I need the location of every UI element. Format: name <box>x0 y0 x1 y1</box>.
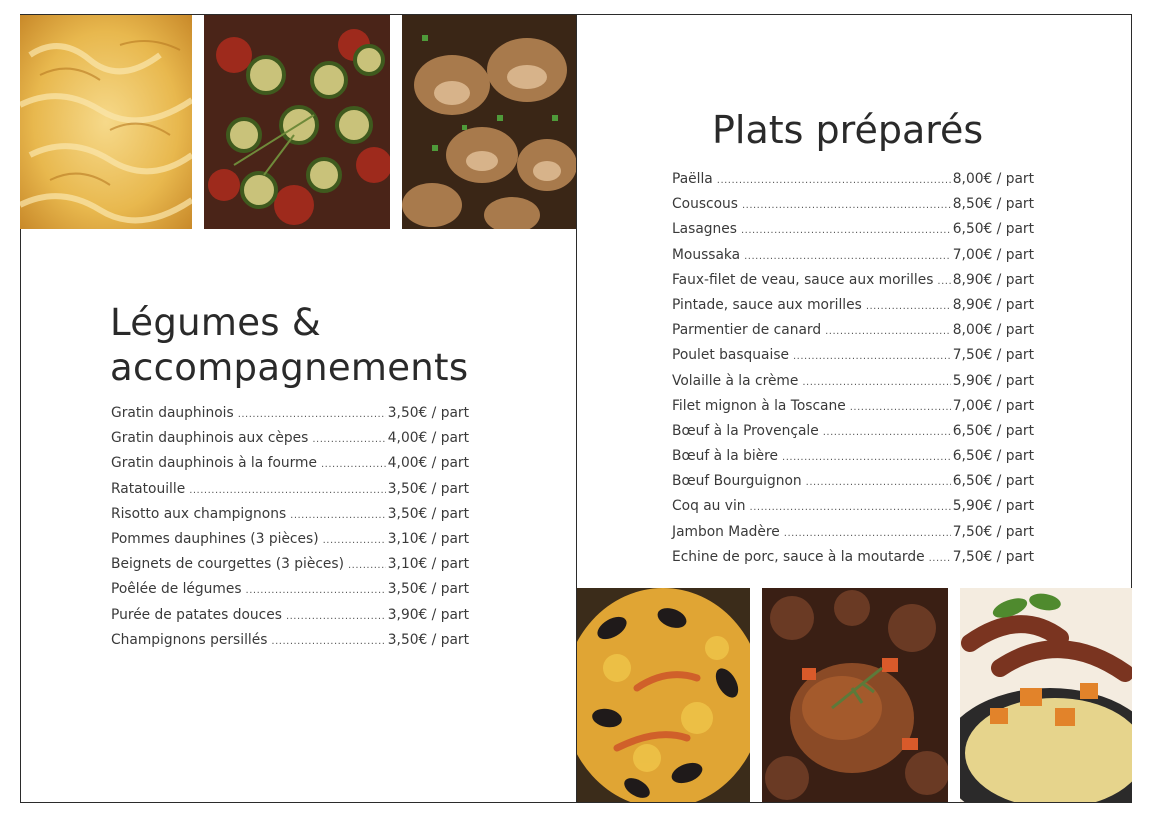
item-price: 7,00€ / part <box>952 397 1034 414</box>
leader-dots <box>742 200 951 211</box>
leader-dots <box>782 452 951 463</box>
leader-dots <box>717 175 951 186</box>
item-name: Pommes dauphines (3 pièces) <box>111 530 319 547</box>
leader-dots <box>802 377 950 388</box>
leader-dots <box>850 402 951 413</box>
leader-dots <box>825 326 951 337</box>
leader-dots <box>823 427 951 438</box>
leader-dots <box>937 276 950 287</box>
item-price: 7,00€ / part <box>952 246 1034 263</box>
item-price: 8,00€ / part <box>952 322 1034 339</box>
item-name: Couscous <box>672 196 738 213</box>
menu-item <box>672 347 1034 372</box>
item-price: 3,50€ / part <box>387 405 469 421</box>
item-name: Pintade, sauce aux morilles <box>672 296 862 313</box>
mushrooms-photo <box>402 15 576 229</box>
item-price: 8,50€ / part <box>952 196 1034 213</box>
coq-au-vin-photo <box>762 588 948 802</box>
item-name: Faux-filet de veau, sauce aux morilles <box>672 271 934 288</box>
item-name: Poulet basquaise <box>672 347 789 364</box>
menu-item <box>672 272 1034 297</box>
menu-item <box>111 632 469 657</box>
item-name: Gratin dauphinois à la fourme <box>111 455 317 472</box>
item-price: 3,10€ / part <box>387 556 469 573</box>
menu-item <box>111 405 469 430</box>
leader-dots <box>312 434 385 445</box>
item-name: Filet mignon à la Toscane <box>672 397 846 414</box>
item-name: Paëlla <box>672 171 713 187</box>
menu-item <box>111 481 469 506</box>
item-price: 7,50€ / part <box>952 347 1034 364</box>
menu-item <box>672 322 1034 347</box>
leader-dots <box>286 611 386 622</box>
menu-item <box>111 581 469 606</box>
legumes-heading-line1: Légumes & <box>110 301 322 344</box>
menu-item <box>111 506 469 531</box>
leader-dots <box>929 553 951 564</box>
item-price: 6,50€ / part <box>952 422 1034 439</box>
item-name: Lasagnes <box>672 221 737 238</box>
item-price: 7,50€ / part <box>952 548 1034 565</box>
item-name: Purée de patates douces <box>111 606 282 623</box>
item-price: 3,50€ / part <box>387 581 469 598</box>
item-name: Ratatouille <box>111 480 186 497</box>
leader-dots <box>784 528 951 539</box>
menu-item <box>672 423 1034 448</box>
menu-item <box>672 196 1034 221</box>
leader-dots <box>744 251 951 262</box>
item-price: 3,50€ / part <box>387 631 469 648</box>
item-price: 5,90€ / part <box>952 498 1034 515</box>
item-price: 8,90€ / part <box>952 296 1034 313</box>
item-price: 3,50€ / part <box>387 480 469 497</box>
item-name: Volaille à la crème <box>672 372 799 389</box>
item-price: 6,50€ / part <box>952 448 1034 465</box>
item-name: Poêlée de légumes <box>111 581 242 598</box>
item-name: Parmentier de canard <box>672 322 822 339</box>
item-name: Gratin dauphinois <box>111 405 234 421</box>
item-name: Jambon Madère <box>672 523 780 540</box>
item-price: 3,50€ / part <box>387 505 469 522</box>
menu-item <box>672 473 1034 498</box>
menu-item <box>672 549 1034 574</box>
legumes-heading-line2: accompagnements <box>110 346 469 389</box>
item-name: Beignets de courgettes (3 pièces) <box>111 556 344 573</box>
item-name: Moussaka <box>672 246 741 263</box>
item-name: Champignons persillés <box>111 631 268 648</box>
menu-item <box>672 398 1034 423</box>
menu-item <box>111 607 469 632</box>
couscous-photo <box>960 588 1132 802</box>
menu-item <box>111 556 469 581</box>
item-price: 4,00€ / part <box>387 455 469 472</box>
menu-item <box>672 373 1034 398</box>
leader-dots <box>238 409 386 420</box>
item-name: Bœuf à la bière <box>672 448 779 465</box>
item-price: 8,90€ / part <box>952 271 1034 288</box>
item-name: Bœuf à la Provençale <box>672 422 819 439</box>
paella-photo <box>577 588 750 802</box>
item-name: Echine de porc, sauce à la moutarde <box>672 548 925 565</box>
item-price: 7,50€ / part <box>952 523 1034 540</box>
menu-item <box>111 430 469 455</box>
item-price: 5,90€ / part <box>952 372 1034 389</box>
menu-item <box>672 221 1034 246</box>
leader-dots <box>323 535 386 546</box>
item-price: 8,00€ / part <box>952 171 1034 187</box>
item-name: Coq au vin <box>672 498 746 515</box>
leader-dots <box>750 502 951 513</box>
item-name: Risotto aux champignons <box>111 505 287 522</box>
menu-item <box>111 531 469 556</box>
menu-item <box>111 455 469 480</box>
leader-dots <box>189 485 386 496</box>
leader-dots <box>741 225 951 236</box>
item-price: 4,00€ / part <box>387 430 469 447</box>
menu-item <box>672 171 1034 196</box>
plats-menu-list <box>672 171 1034 574</box>
item-price: 6,50€ / part <box>952 473 1034 490</box>
menu-item <box>672 524 1034 549</box>
leader-dots <box>348 560 386 571</box>
item-price: 6,50€ / part <box>952 221 1034 238</box>
item-name: Bœuf Bourguignon <box>672 473 802 490</box>
leader-dots <box>290 510 386 521</box>
leader-dots <box>321 459 386 470</box>
item-price: 3,90€ / part <box>387 606 469 623</box>
leader-dots <box>271 636 385 647</box>
ratatouille-photo <box>204 15 390 229</box>
menu-item <box>672 448 1034 473</box>
menu-item <box>672 247 1034 272</box>
legumes-menu-list <box>111 405 469 657</box>
legumes-heading <box>110 300 468 390</box>
gratin-photo <box>20 15 192 229</box>
plats-heading: Plats préparés <box>712 108 984 152</box>
leader-dots <box>866 301 951 312</box>
menu-item <box>672 297 1034 322</box>
menu-item <box>672 498 1034 523</box>
leader-dots <box>246 585 386 596</box>
item-price: 3,10€ / part <box>387 530 469 547</box>
item-name: Gratin dauphinois aux cèpes <box>111 430 309 447</box>
leader-dots <box>793 351 951 362</box>
leader-dots <box>806 477 951 488</box>
